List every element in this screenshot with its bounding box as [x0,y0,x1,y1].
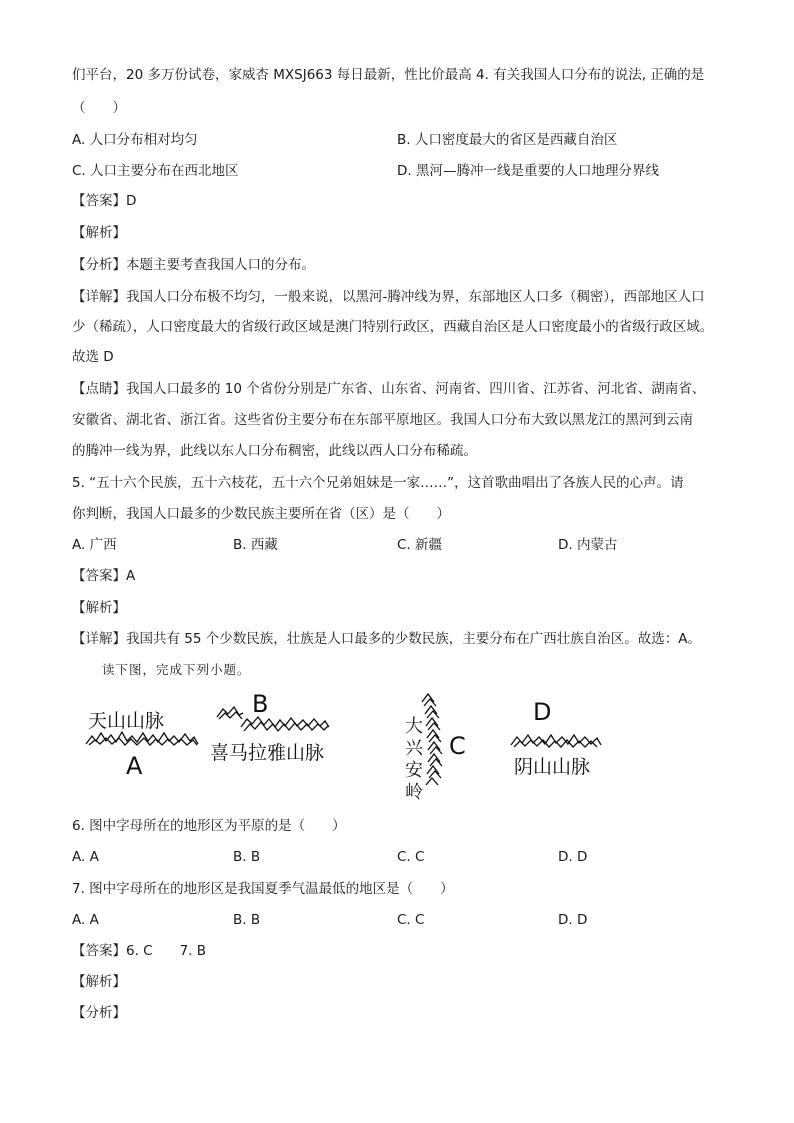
tianshan-mountain-icon [86,730,198,746]
q5-option-c: C. 新疆 [397,537,443,553]
q4-dianjing-1: 【点睛】我国人口最多的 10 个省份分别是广东省、山东省、河南省、四川省、江苏省、河北省、湖南省、 [72,381,706,397]
q5-option-a: A. 广西 [72,537,117,553]
q4-detail-2: 少（稀疏），人口密度最大的省级行政区域是澳门特别行政区，西藏自治区是人口密度最小的省级行政区域。 [72,319,714,335]
q7-option-d: D. D [558,912,588,928]
daxinganling-char-2: 兴 [405,738,423,759]
q6-stem: 6. 图中字母所在的地形区为平原的是（ ） [72,818,346,834]
letter-b: B [252,690,269,718]
q4-option-b: B. 人口密度最大的省区是西藏自治区 [397,132,618,148]
q4-option-a: A. 人口分布相对均匀 [72,132,198,148]
q67-answer: 【答案】6. C 7. B [72,943,207,959]
q6-option-b: B. B [233,849,261,865]
q7-stem: 7. 图中字母所在的地形区是我国夏季气温最低的地区是（ ） [72,881,454,897]
intro-line: 们平台，20 多万份试卷，家威杏 MXSJ663 每日最新，性比价最高 4. 有关我国人口分布的说法, 正确的是 [72,67,705,83]
label-yinshan: 阴山山脉 [514,756,591,778]
q4-option-c: C. 人口主要分布在西北地区 [72,163,239,179]
q5-answer: 【答案】A [72,568,136,584]
q4-fenxi: 【分析】本题主要考查我国人口的分布。 [72,257,315,273]
q7-option-a: A. A [72,912,99,928]
daxinganling-char-3: 安 [405,760,423,781]
q67-fenxi-label: 【分析】 [72,1005,126,1021]
q4-dianjing-2: 安徽省、湖北省、浙江省。这些省份主要分布在东部平原地区。我国人口分布大致以黑龙江的黑河到云南 [72,412,693,428]
yinshan-mountain-icon [511,732,601,748]
label-himalaya: 喜马拉雅山脉 [210,742,325,764]
q5-option-d: D. 内蒙古 [558,537,618,553]
q4-option-d: D. 黑河—腾冲一线是重要的人口地理分界线 [397,163,659,179]
q4-answer: 【答案】D [72,193,137,209]
q7-option-b: B. B [233,912,261,928]
label-tianshan: 天山山脉 [88,710,165,732]
letter-a: A [126,752,143,780]
himalaya-mountain-icon [217,705,329,733]
daxinganling-char-4: 岭 [405,782,423,803]
q4-analysis-label: 【解析】 [72,225,126,241]
q6-option-c: C. C [397,849,425,865]
q5-option-b: B. 西藏 [233,537,278,553]
letter-c: C [449,732,466,760]
q4-detail-3: 故选 D [72,349,114,365]
q5-stem-2: 你判断，我国人口最多的少数民族主要所在省（区）是（ ） [72,506,450,522]
q5-analysis-label: 【解析】 [72,600,126,616]
q4-dianjing-3: 的腾冲一线为界，此线以东人口分布稠密，此线以西人口分布稀疏。 [72,443,477,459]
q6-option-d: D. D [558,849,588,865]
letter-d: D [533,698,552,726]
q4-detail-1: 【详解】我国人口分布极不均匀，一般来说，以黑河-腾冲线为界，东部地区人口多（稠密），西部地区人口 [72,289,705,305]
figure-caption: 读下图，完成下列小题。 [102,662,251,677]
daxinganling-char-1: 大 [405,716,423,737]
q5-stem-1: 5. “五十六个民族，五十六枝花，五十六个兄弟姐妹是一家……”，这首歌曲唱出了各族人民的心声。请 [72,475,684,491]
q4-paren: （ ） [72,100,126,116]
label-daxinganling [403,716,425,804]
q6-option-a: A. A [72,849,99,865]
q67-analysis-label: 【解析】 [72,974,126,990]
q5-detail: 【详解】我国共有 55 个少数民族，壮族是人口最多的少数民族，主要分布在广西壮族自治区。故选：A。 [72,631,701,647]
q7-option-c: C. C [397,912,425,928]
